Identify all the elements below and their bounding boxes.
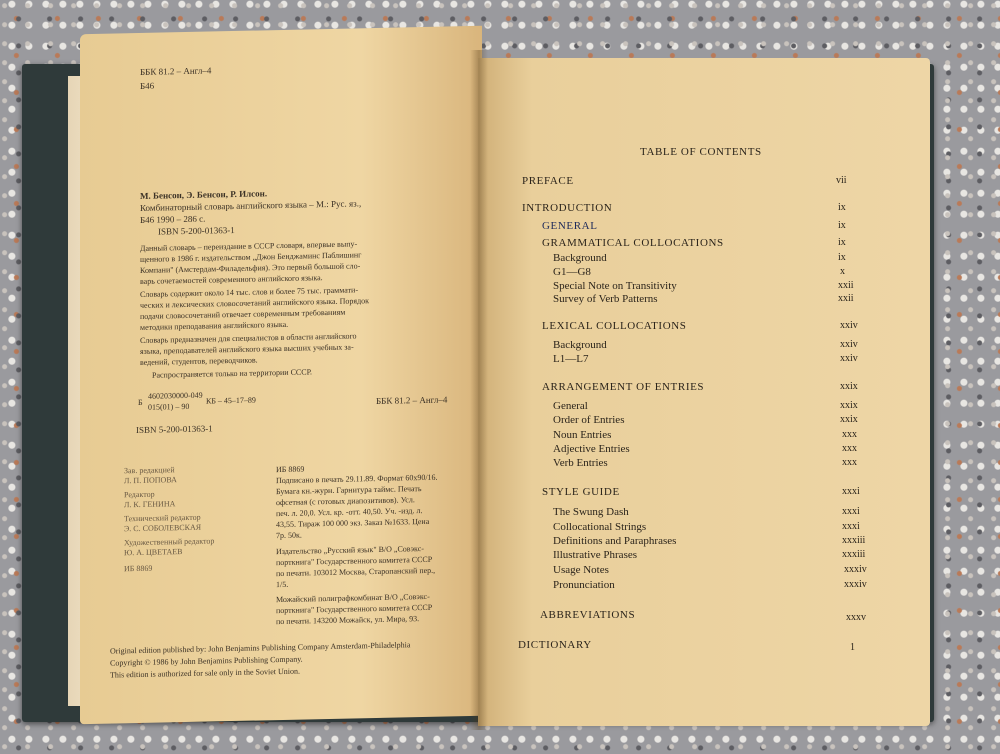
book-gutter [470,50,488,730]
toc-page: xxx [842,457,857,468]
bbk-right: ББК 81.2 – Англ–4 [376,394,448,407]
toc-entry: ABBREVIATIONS [540,609,636,621]
toc-page: xxii [838,280,854,291]
toc-entry: Usage Notes [553,564,609,576]
toc-page: xxxiii [842,549,866,560]
credit-line: Ю. А. ЦВЕТАЕВ [124,547,183,558]
toc-entry: LEXICAL COLLOCATIONS [542,320,687,332]
toc-title: TABLE OF CONTENTS [640,146,762,158]
toc-page: vii [836,175,847,186]
toc-page: xxxiv [844,564,867,575]
credit-line: Художественный редактор [124,536,215,548]
toc-page: xxiv [840,320,858,331]
toc-page: xxxi [842,521,860,532]
toc-entry: Pronunciation [553,579,615,591]
toc-entry: GRAMMATICAL COLLOCATIONS [542,237,724,249]
imprint-line: 7р. 50к. [276,530,302,541]
isbn: ISBN 5-200-01363-1 [136,423,213,436]
code-block: 4602030000-049 [148,390,203,401]
imprint-line: печ. л. 20,0. Усл. кр. -отт. 40,50. Уч. -изд. л. [276,506,423,519]
annotation-line: Данный словарь – переиздание в СССР словаря, впервые выпу- [140,239,358,253]
credit-line: Зав. редакцией [124,465,175,476]
annotation-line: Распространяется только на территории СССР. [152,367,313,380]
toc-entry: Collocational Strings [553,521,647,533]
imprint-line: ИБ 8869 [276,464,305,475]
toc-page: xxxi [842,506,860,517]
imprint-line: 1/5. [276,579,289,590]
toc-page: xxxiv [844,579,867,590]
toc-page: xxiv [840,353,858,364]
annotation-line: Словарь содержит около 14 тыс. слов и более 75 тыс. граммати- [140,285,359,299]
toc-entry: G1—G8 [553,266,591,278]
toc-entry: Order of Entries [553,414,625,426]
toc-entry: STYLE GUIDE [542,486,620,498]
toc-entry: INTRODUCTION [522,202,613,214]
toc-entry: Illustrative Phrases [553,549,638,561]
toc-entry: GENERAL [542,220,598,232]
toc-page: xxii [838,293,854,304]
imprint-line: порткнига" Государственного комитета СССР [276,602,433,616]
toc-page: xxxiii [842,535,866,546]
toc-entry: The Swung Dash [553,506,629,518]
toc-entry: Special Note on Transitivity [553,280,677,292]
original-edition: Original edition published by: John Benjamins Publishing Company Amsterdam-Philadelphia [110,640,411,656]
toc-page: xxxv [846,612,866,623]
annotation-line: подачи словосочетаний отвечает современным требованиям [140,307,346,321]
biblio-line: Комбинаторный словарь английского языка – М.: Рус. яз., [140,198,362,213]
annotation-line: методики преподавания английского языка. [140,319,289,332]
toc-entry: Definitions and Paraphrases [553,535,677,547]
annotation-line: щенного в 1986 г. издательством „Джон Бенджаминс Паблишинг [140,250,362,264]
toc-page: xxx [842,429,857,440]
credit-line: Л. К. ГЕНИНА [124,499,176,510]
annotation-line: варь сочетаемостей современного английского языка. [140,273,323,286]
toc-page: x [840,266,845,277]
toc-page: xxix [840,381,858,392]
annotation-line: языка, преподавателей английского языка высших учебных за- [140,342,354,356]
imprint-line: офсетная (с готовых диапозитивов). Усл. [276,495,415,508]
toc-entry: Background [553,339,607,351]
toc-page: xxix [840,414,858,425]
credit-line: Э. С. СОБОЛЕВСКАЯ [124,522,202,534]
annotation-line: ведений, студентов, переводчиков. [140,355,258,367]
toc-page: ix [838,252,846,263]
toc-page: 1 [850,642,855,653]
toc-page: xxix [840,400,858,411]
code-block: 015(01) – 90 [148,401,190,412]
toc-entry: General [553,400,588,412]
annotation-line: Компани" (Амстердам-Филадельфия). Это первый большой сло- [140,261,361,275]
copyright: Copyright © 1986 by John Benjamins Publishing Company. [110,654,303,668]
toc-entry: DICTIONARY [518,639,592,651]
toc-page: ix [838,237,846,248]
imprint-line: 43,55. Тираж 100 000 экз. Заказ №1633. Цена [276,516,430,530]
authorization: This edition is authorized for sale only in the Soviet Union. [110,666,300,680]
toc-page: xxx [842,443,857,454]
left-page [80,26,482,724]
annotation-line: ческих и лексических словосочетаний английского языка. Порядок [140,296,370,310]
credit-line: Редактор [124,489,155,500]
imprint-line: Бумага кн.-журн. Гарнитура таймс. Печать [276,484,422,497]
imprint-line: Подписано в печать 29.11.89. Формат 60х90/16. [276,472,438,486]
toc-entry: Adjective Entries [553,443,630,455]
toc-entry: ARRANGEMENT OF ENTRIES [542,381,705,393]
credit-line: Технический редактор [124,512,201,524]
toc-page: xxiv [840,339,858,350]
code-block: Б [138,397,143,407]
imprint-line: Можайский полиграфкомбинат В/О „Совэкс- [276,591,430,605]
toc-page: ix [838,202,846,213]
toc-entry: Noun Entries [553,429,612,441]
toc-entry: PREFACE [522,175,574,187]
toc-page: ix [838,220,846,231]
toc-entry: L1—L7 [553,353,589,365]
toc-entry: Verb Entries [553,457,608,469]
toc-entry: Survey of Verb Patterns [553,293,658,305]
header-code: Б46 [140,80,155,91]
toc-entry: Background [553,252,607,264]
toc-page: xxxi [842,486,860,497]
biblio-line: Б46 1990 – 286 с. [140,213,206,225]
authors: М. Бенсон, Э. Бенсон, Р. Илсон. [140,188,268,201]
credit-line: Л. П. ПОПОВА [124,475,177,486]
credit-line: ИБ 8869 [124,563,153,574]
code-block: КБ – 45–17–89 [206,395,256,406]
imprint-line: по печати. 103012 Москва, Старопанский пер., [276,565,436,579]
biblio-isbn: ISBN 5-200-01363-1 [158,224,235,237]
imprint-line: по печати. 143200 Можайск, ул. Мира, 93. [276,614,420,627]
header-bbk: ББК 81.2 – Англ–4 [140,65,212,77]
annotation-line: Словарь предназначен для специалистов в области английского [140,331,357,345]
imprint-line: порткнига" Государственного комитета СССР [276,554,433,568]
imprint-line: Издательство „Русский язык" В/О „Совэкс- [276,544,424,557]
